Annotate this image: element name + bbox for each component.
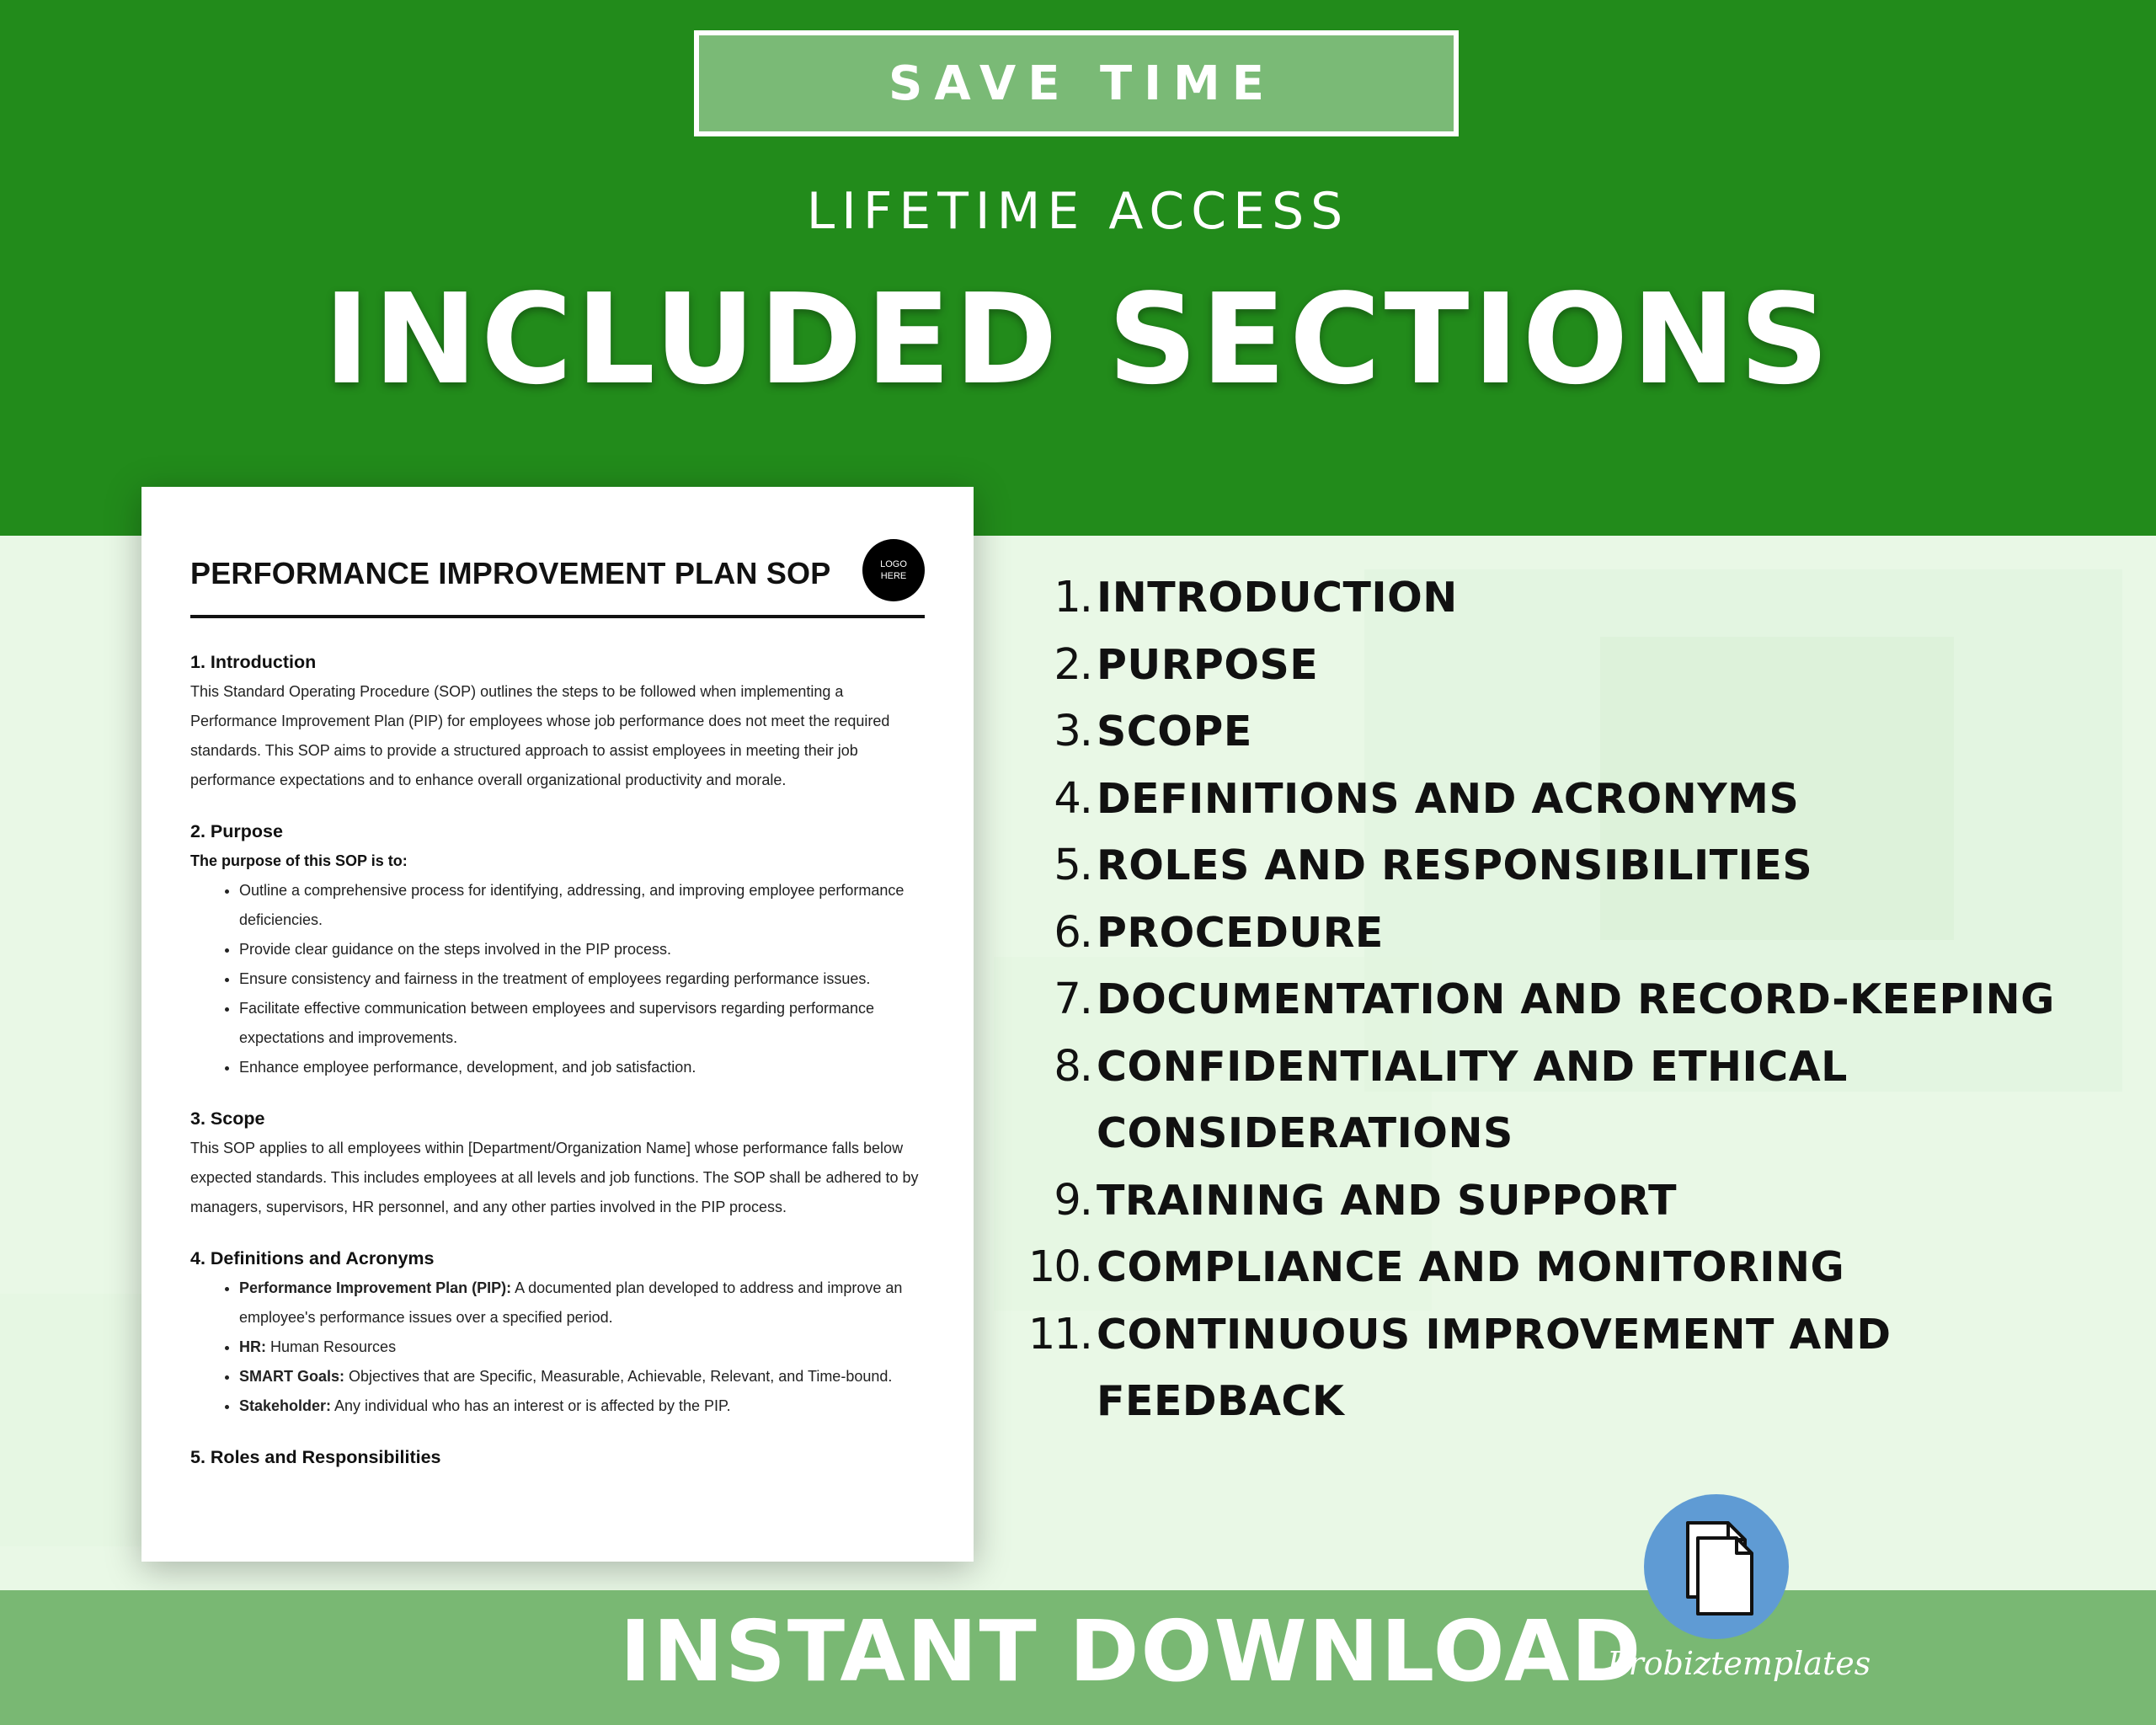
intro-heading: 1. Introduction bbox=[190, 652, 317, 672]
intro-paragraph: This Standard Operating Procedure (SOP) outlines the steps to be followed when implementing a Performance Improvement Plan (PIP) for employees whose job performance does not meet the required standards. This SOP aims to provide a structured approach to assist employees in meeting their job performance expectations and to enhance overall organizational productivity and morale. bbox=[190, 683, 890, 788]
list-item: • Provide clear guidance on the steps involved in the PIP process. bbox=[239, 935, 925, 964]
section-label: CONTINUOUS IMPROVEMENT AND FEEDBACK bbox=[1097, 1310, 1892, 1425]
list-item: • Enhance employee performance, development, and job satisfaction. bbox=[239, 1053, 925, 1082]
list-item: • Ensure consistency and fairness in the treatment of employees regarding performance issues. bbox=[239, 964, 925, 994]
section-item bbox=[1019, 766, 2107, 833]
definition-term: SMART Goals: bbox=[239, 1368, 345, 1385]
section-number: 6. bbox=[1054, 907, 1091, 958]
roles-heading: 5. Roles and Responsibilities bbox=[190, 1447, 441, 1467]
section-number: 3. bbox=[1054, 707, 1091, 756]
definition-term: Stakeholder: bbox=[239, 1397, 332, 1414]
section-item bbox=[1019, 1033, 2107, 1167]
save-time-label: SAVE TIME bbox=[889, 56, 1276, 111]
section-number: 10. bbox=[1027, 1242, 1091, 1292]
lifetime-access-subtitle: LIFETIME ACCESS bbox=[806, 182, 1350, 241]
section-label: TRAINING AND SUPPORT bbox=[1097, 1176, 1678, 1225]
section-item bbox=[1019, 564, 2107, 632]
list-item bbox=[239, 1391, 925, 1421]
section-number: 2. bbox=[1054, 639, 1091, 690]
section-number: 8. bbox=[1054, 1041, 1091, 1092]
logo-line-1: LOGO bbox=[880, 559, 907, 569]
section-label: ROLES AND RESPONSIBILITIES bbox=[1097, 841, 1813, 889]
section-label: PURPOSE bbox=[1097, 640, 1319, 689]
definitions-list bbox=[190, 1274, 925, 1421]
purpose-list bbox=[190, 876, 925, 1082]
section-label: DEFINITIONS AND ACRONYMS bbox=[1097, 774, 1800, 823]
document-body bbox=[190, 647, 925, 1472]
list-item: • Outline a comprehensive process for identifying, addressing, and improving employee performance deficiencies. bbox=[239, 876, 925, 935]
section-label: COMPLIANCE AND MONITORING bbox=[1097, 1243, 1845, 1291]
scope-paragraph: This SOP applies to all employees within [Department/Organization Name] whose performance falls below expected standards. This includes employees at all levels and job functions. The SOP shall be adhered to by managers, supervisors, HR personnel, and any other parties involved in the PIP process. bbox=[190, 1140, 919, 1215]
section-item bbox=[1019, 1301, 2107, 1435]
section-number: 4. bbox=[1054, 773, 1091, 824]
section-item bbox=[1019, 1234, 2107, 1301]
section-label: SCOPE bbox=[1097, 708, 1252, 756]
documents-icon bbox=[1644, 1494, 1789, 1639]
scope-heading: 3. Scope bbox=[190, 1108, 265, 1129]
purpose-heading: 2. Purpose bbox=[190, 821, 283, 841]
section-item bbox=[1019, 900, 2107, 967]
list-item bbox=[239, 1274, 925, 1332]
document-title: PERFORMANCE IMPROVEMENT PLAN SOP bbox=[190, 556, 831, 590]
section-number: 7. bbox=[1054, 975, 1091, 1024]
logo-placeholder bbox=[862, 539, 925, 601]
section-item bbox=[1019, 832, 2107, 900]
section-number: 9. bbox=[1054, 1175, 1091, 1226]
list-item bbox=[239, 1332, 925, 1362]
instant-download-label: INSTANT DOWNLOAD bbox=[620, 1602, 1643, 1701]
definitions-heading: 4. Definitions and Acronyms bbox=[190, 1248, 435, 1268]
logo-line-2: HERE bbox=[880, 571, 907, 581]
page-title: INCLUDED SECTIONS bbox=[323, 267, 1833, 412]
section-number: 1. bbox=[1054, 573, 1091, 622]
title-divider bbox=[190, 615, 925, 618]
document-preview bbox=[141, 487, 974, 1562]
section-item bbox=[1019, 698, 2107, 766]
section-item bbox=[1019, 966, 2107, 1033]
section-label: CONFIDENTIALITY AND ETHICAL CONSIDERATIONS bbox=[1097, 1042, 1848, 1157]
section-item bbox=[1019, 1167, 2107, 1235]
section-label: DOCUMENTATION AND RECORD-KEEPING bbox=[1097, 975, 2055, 1023]
definition-text: A documented plan developed to address and improve an employee's performance issues over a specified period. bbox=[239, 1279, 903, 1326]
section-item bbox=[1019, 632, 2107, 699]
list-item bbox=[239, 1362, 925, 1391]
definition-text: Objectives that are Specific, Measurable, Achievable, Relevant, and Time-bound. bbox=[344, 1368, 893, 1385]
save-time-badge bbox=[694, 30, 1459, 136]
purpose-lead: The purpose of this SOP is to: bbox=[190, 852, 408, 869]
section-number: 11. bbox=[1027, 1309, 1091, 1359]
definition-text: Any individual who has an interest or is affected by the PIP. bbox=[331, 1397, 731, 1414]
definition-term: HR: bbox=[239, 1338, 266, 1355]
section-label: INTRODUCTION bbox=[1097, 574, 1458, 622]
section-number: 5. bbox=[1054, 841, 1091, 890]
list-item: • Facilitate effective communication between employees and supervisors regarding performance expectations and improvements. bbox=[239, 994, 925, 1053]
definition-text: Human Resources bbox=[266, 1338, 397, 1355]
included-sections-list bbox=[1019, 564, 2107, 1435]
definition-term: Performance Improvement Plan (PIP): bbox=[239, 1279, 512, 1296]
brand-signature: Probiztemplates bbox=[1607, 1645, 1871, 1682]
section-label: PROCEDURE bbox=[1097, 908, 1384, 957]
